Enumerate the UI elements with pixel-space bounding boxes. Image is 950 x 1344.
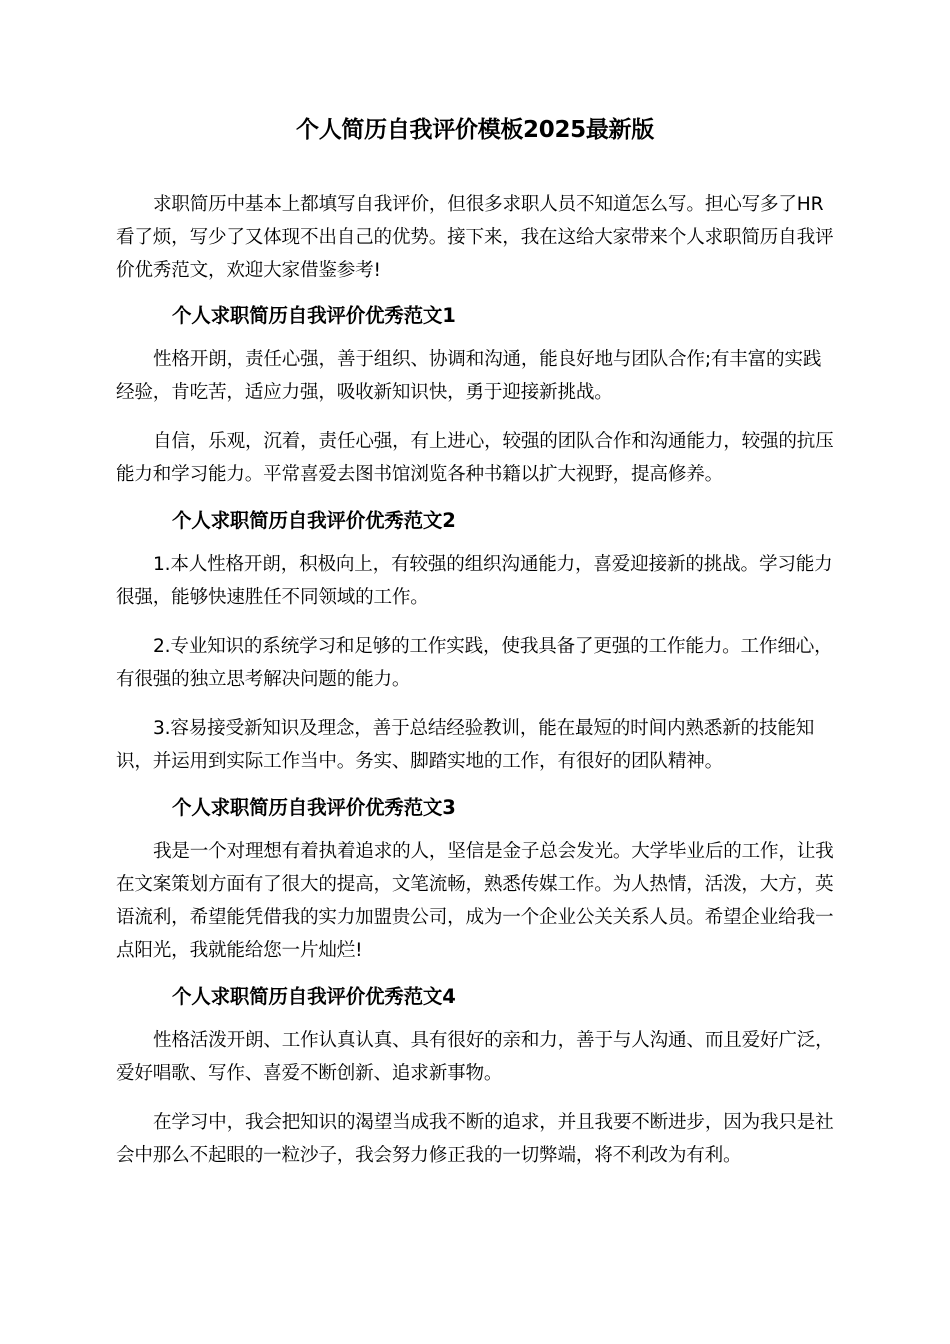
intro-paragraph: 求职简历中基本上都填写自我评价，但很多求职人员不知道怎么写。担心写多了HR看了烦，写少了又体现不出自己的优势。接下来，我在这给大家带来个人求职简历自我评价优秀范文，欢迎大家借鉴参考!: [116, 194, 834, 281]
section-2-paragraph-3: 3.容易接受新知识及理念，善于总结经验教训，能在最短的时间内熟悉新的技能知识，并运用到实际工作当中。务实、脚踏实地的工作，有很好的团队精神。: [116, 718, 815, 772]
section-heading-2: 个人求职简历自我评价优秀范文2: [172, 509, 456, 532]
document-title: 个人简历自我评价模板2025最新版: [296, 117, 654, 143]
section-2-paragraph-1: 1.本人性格开朗，积极向上，有较强的组织沟通能力，喜爱迎接新的挑战。学习能力很强，能够快速胜任不同领域的工作。: [116, 554, 833, 608]
section-4-paragraph-2: 在学习中，我会把知识的渴望当成我不断的追求，并且我要不断进步，因为我只是社会中那么不起眼的一粒沙子，我会努力修正我的一切弊端，将不利改为有利。: [116, 1112, 834, 1166]
section-heading-3: 个人求职简历自我评价优秀范文3: [172, 796, 456, 819]
section-3-paragraph-1: 我是一个对理想有着执着追求的人，坚信是金子总会发光。大学毕业后的工作，让我在文案策划方面有了很大的提高，文笔流畅，熟悉传媒工作。为人热情，活泼，大方，英语流利，希望能凭借我的实力加盟贵公司，成为一个企业公关关系人员。希望企业给我一点阳光，我就能给您一片灿烂!: [116, 841, 834, 961]
section-2-paragraph-2: 2.专业知识的系统学习和足够的工作实践，使我具备了更强的工作能力。工作细心，有很强的独立思考解决问题的能力。: [116, 636, 833, 690]
section-1-paragraph-1: 性格开朗，责任心强，善于组织、协调和沟通，能良好地与团队合作;有丰富的实践经验，肯吃苦，适应力强，吸收新知识快，勇于迎接新挑战。: [116, 349, 822, 403]
section-heading-1: 个人求职简历自我评价优秀范文1: [172, 304, 456, 327]
section-heading-4: 个人求职简历自我评价优秀范文4: [172, 985, 456, 1008]
section-1-paragraph-2: 自信，乐观，沉着，责任心强，有上进心，较强的团队合作和沟通能力，较强的抗压能力和学习能力。平常喜爱去图书馆浏览各种书籍以扩大视野，提高修养。: [116, 431, 834, 485]
section-4-paragraph-1: 性格活泼开朗、工作认真认真、具有很好的亲和力，善于与人沟通、而且爱好广泛，爱好唱歌、写作、喜爱不断创新、追求新事物。: [116, 1030, 834, 1084]
